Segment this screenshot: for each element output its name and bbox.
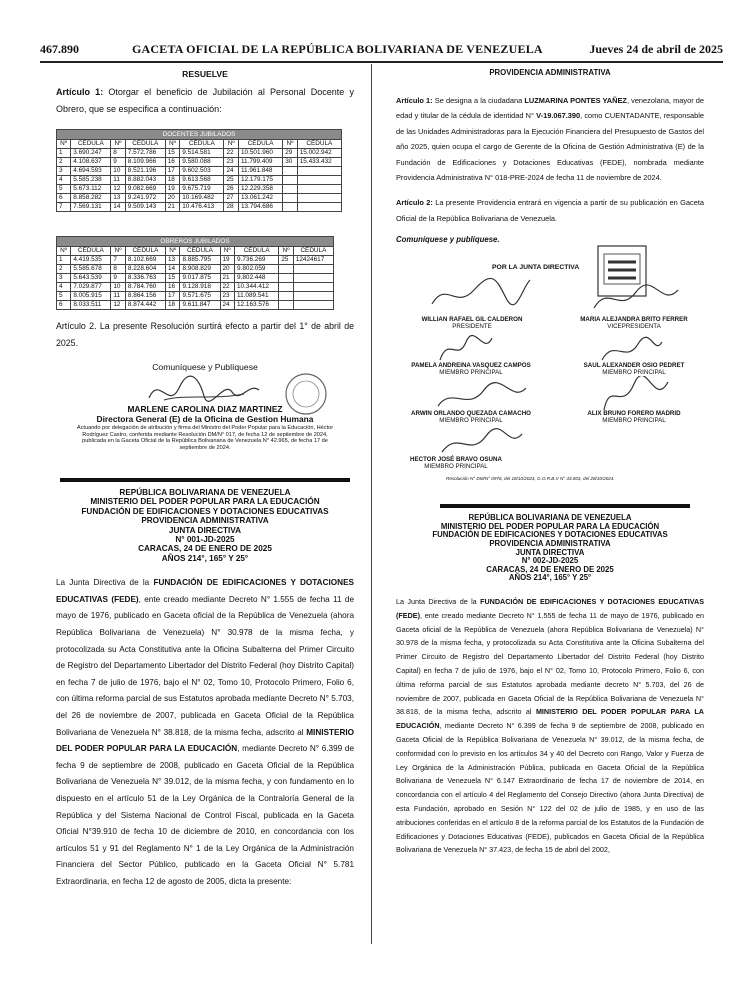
right-article-2-label: Artículo 2:	[396, 198, 433, 208]
cedula-cell: 9.082.669	[125, 185, 165, 194]
row-number: 10	[111, 283, 126, 292]
table-row	[57, 158, 342, 167]
column-header: CÉDULA	[125, 140, 165, 149]
cedula-cell: 7.029.877	[71, 283, 111, 292]
row-number	[279, 274, 294, 283]
row-number: 3	[57, 274, 71, 283]
row-number	[279, 301, 294, 310]
column-header: Nº	[111, 247, 126, 256]
signer-role: Directora General (E) de la Oficina de Gestion Humana	[96, 414, 314, 424]
column-header: CÉDULA	[71, 247, 111, 256]
section-bar	[60, 478, 350, 482]
table-row	[57, 301, 334, 310]
row-number: 17	[165, 167, 179, 176]
obreros-body	[57, 256, 334, 310]
row-number: 12	[111, 301, 126, 310]
row-number	[283, 194, 297, 203]
row-number: 7	[111, 256, 126, 265]
signer-name: MARLENE CAROLINA DIAZ MARTINEZ	[127, 404, 283, 414]
signer-name: WILLIAN RAFAEL GIL CALDERON	[421, 316, 523, 324]
right-article-1-label: Artículo 1:	[396, 96, 433, 105]
table-row	[57, 265, 334, 274]
body-text: , ente creado mediante Decreto N° 1.555 de fecha 11 de mayo de 1976, publicado en Gaceta oficial de la República de Venezuela (ahora República Bolivariana de Venezuela) N° 30.978 de la misma fecha, y protocolizada su Acta Constitutiva ante la Oficina Subalterna del Primer Circuito de Registro del Departamento Libertador del Distrito Federal (hoy Distrito Capital) en fecha 7 de julio de 1976, bajo el N° 02, Tomo 10, Protocolo Primero, Folio 6, con última reforma parcial de sus Estatutos aprobada mediante Decreto N° 5.703, del 26 de noviembre de 2007, publicada en Gaceta Oficial de la República Bolivariana de Venezuela N° 38.818, de la misma fecha, adscrito al	[56, 594, 354, 737]
ministry-name: MINISTERIO DEL PODER POPULAR PARA LA EDUCACIÓN	[396, 707, 704, 731]
article-1-text: Otorgar el beneficio de Jubilación al Personal Docente y Obrero, que se especifica a continuación:	[56, 87, 354, 114]
row-number: 1	[57, 149, 71, 158]
body-text: , ente creado mediante Decreto N° 1.555 de fecha 11 de mayo de 1976, publicado en Gaceta oficial de la República de Venezuela (ahora República Bolivariana de Venezuela) N° 30.978 de la misma fecha, y protocolizada su Acta Constitutiva ante la Oficina Subalterna del Primer Circuito de Registro del Departamento Libertador del Distrito Federal (hoy Distrito Capital) en fecha 7 de julio de 1976, bajo el N° 02, Tomo 10, Protocolo Primero, Folio 6, con última reforma parcial de sus Estatutos aprobada mediante decreto N° 5.703, del 26 de noviembre de 2007, publicada en Gaceta Oficial de la República Bolivariana de Venezuela N° 38.818, de la misma fecha, adscrito al	[396, 610, 704, 717]
cedula-cell: 9.509.143	[125, 203, 165, 212]
cedula-cell: 13.061.242	[238, 194, 282, 203]
article-1-label: Artículo 1:	[56, 87, 104, 97]
cedula-cell: 9.613.568	[180, 176, 224, 185]
row-number	[283, 203, 297, 212]
cedula-cell: 8.033.511	[71, 301, 111, 310]
cedula-cell: 8.784.760	[125, 283, 165, 292]
cedula-cell: 10.476.413	[180, 203, 224, 212]
right-column	[396, 64, 704, 857]
cedula-cell: 12.179.175	[238, 176, 282, 185]
article-2-paragraph: Artículo 2. La presente Resolución surtirá efecto a partir del 1° de abril de 2025.	[56, 321, 354, 348]
signer-name: PAMELA ANDREINA VASQUEZ CAMPOS	[411, 362, 531, 370]
row-number: 18	[165, 176, 179, 185]
column-header: CÉDULA	[293, 247, 333, 256]
signer-2	[564, 316, 704, 330]
row-number: 6	[57, 194, 71, 203]
row-number: 22	[224, 149, 238, 158]
signer-7	[396, 456, 516, 470]
gazette-title: GACETA OFICIAL DE LA REPÚBLICA BOLIVARIANA DE VENEZUELA	[132, 42, 543, 56]
table-row	[57, 176, 342, 185]
right-article-2	[396, 195, 704, 226]
signer-4	[564, 362, 704, 376]
docentes-caption: DOCENTES JUBILADOS	[57, 130, 342, 140]
signer-delegation-note: Actuando por delegación de atribución y firma del Ministro del Poder Popular para la Educación, Héctor Rodríguez Castro, conferida mediante Resolución DM/N° 017, de fecha 12 de septiembre de 2024, publicada en la Gaceta Oficial de la República Bolivariana de Venezuela N° 42.965, de fecha 17 de septiembre de 2024.	[76, 425, 334, 451]
header-rule	[40, 61, 723, 63]
row-number: 24	[224, 167, 238, 176]
body-text: , mediante Decreto N° 6.399 de fecha 9 de septiembre de 2008, publicado en Gaceta Oficial de la República Bolivariana de Venezuela N° 39.012, de la misma fecha, de conformidad con lo previsto en los artículos 34 y 40 del Decreto con Rango, Valor y Fuerza de Ley Orgánica de la Administración Pública, publicada en Gaceta Oficial de la República Bolivariana de Venezuela N° 6.147 Extraordinario de fecha 17 de noviembre de 2014, en concordancia con el artículo 4 del Reglamento del Consejo Directivo (ahora Junta Directiva) de esta Fundación, aprobado en Sesión N° 122 del 02 de julio de 1985, y en uso de las atribuciones conferidas en el artículo 8 de la reforma parcial de los Estatutos de la Fundación de Edificaciones y Dotaciones Educativas (FEDE), publicados en Gaceta Oficial de la República Bolivariana de Venezuela N° 37.423, de fecha 15 de abril del 2002,	[396, 721, 704, 855]
heading-line: REPÚBLICA BOLIVARIANA DE VENEZUELA	[468, 513, 632, 523]
row-number: 23	[224, 158, 238, 167]
signature-maria	[586, 278, 686, 318]
body-text: La Junta Directiva de la	[56, 578, 154, 588]
section-bar	[440, 504, 690, 508]
cedula-cell: 8.102.669	[125, 256, 165, 265]
row-number	[279, 283, 294, 292]
row-number: 15	[165, 149, 179, 158]
cedula-cell: 9.514.581	[180, 149, 224, 158]
row-number: 6	[57, 301, 71, 310]
signer-3	[396, 362, 546, 376]
column-header: Nº	[111, 140, 125, 149]
heading-line: REPÚBLICA BOLIVARIANA DE VENEZUELA	[119, 488, 291, 497]
cedula-cell: 8.908.829	[180, 265, 220, 274]
row-number: 4	[57, 283, 71, 292]
heading-line: CARACAS, 24 DE ENERO DE 2025	[486, 564, 614, 574]
signer-5	[396, 410, 546, 424]
row-number: 4	[57, 176, 71, 185]
column-header: Nº	[220, 247, 235, 256]
article-1-paragraph	[56, 84, 354, 118]
docentes-header-row	[57, 140, 342, 149]
column-header: Nº	[224, 140, 238, 149]
cedula-cell: 12.229.358	[238, 185, 282, 194]
resolution-signature-block	[56, 352, 354, 468]
cedula-cell: 8.882.043	[125, 176, 165, 185]
column-header: Nº	[279, 247, 294, 256]
row-number: 15	[165, 274, 180, 283]
column-divider	[371, 64, 372, 944]
cedula-cell: 8.521.196	[125, 167, 165, 176]
obreros-caption: OBREROS JUBILADOS	[57, 237, 334, 247]
cedula-cell: 9.580.088	[180, 158, 224, 167]
row-number: 10	[111, 167, 125, 176]
row-number: 26	[224, 185, 238, 194]
column-header: CÉDULA	[71, 140, 111, 149]
cedula-cell	[297, 176, 341, 185]
signature-willian	[426, 270, 536, 314]
cedula-cell: 7.572.786	[125, 149, 165, 158]
cedula-cell: 9.736.269	[235, 256, 279, 265]
cedula-cell: 3.690.247	[71, 149, 111, 158]
cedula-cell: 4.694.593	[71, 167, 111, 176]
row-number: 14	[111, 203, 125, 212]
obreros-table	[56, 236, 334, 310]
junta-signatures	[396, 250, 704, 486]
heading-line: PROVIDENCIA ADMINISTRATIVA	[141, 516, 269, 526]
row-number: 11	[111, 176, 125, 185]
table-row	[57, 194, 342, 203]
row-number: 29	[283, 149, 297, 158]
row-number: 5	[57, 292, 71, 301]
body-text: Se designa a la ciudadana	[432, 96, 525, 105]
cedula-cell	[297, 194, 341, 203]
cedula-cell: 12424617	[293, 256, 333, 265]
row-number: 24	[220, 301, 235, 310]
row-number: 16	[165, 158, 179, 167]
row-number: 19	[165, 185, 179, 194]
heading-line: N° 001-JD-2025	[175, 535, 235, 545]
heading-line: N° 002-JD-2025	[521, 556, 579, 566]
cedula-cell: 8.858.282	[71, 194, 111, 203]
row-number: 28	[224, 203, 238, 212]
cedula-cell: 9.241.972	[125, 194, 165, 203]
table-row	[57, 256, 334, 265]
cedula-cell: 10.169.482	[180, 194, 224, 203]
row-number: 8	[111, 149, 125, 158]
providencia-001-body	[56, 575, 354, 890]
row-number	[279, 265, 294, 274]
cedula-cell	[293, 292, 333, 301]
body-text: La Junta Directiva de la	[396, 597, 481, 606]
row-number	[283, 176, 297, 185]
table-row	[57, 149, 342, 158]
signer-role: MIEMBRO PRINCIPAL	[439, 417, 503, 425]
right-article-1	[396, 93, 704, 185]
cedula-cell: 9.017.875	[180, 274, 220, 283]
signer-name: ARWIN ORLANDO QUEZADA CAMACHO	[411, 410, 531, 418]
cedula-cell: 5.585.238	[71, 176, 111, 185]
signer-name: ALIX BRUNO FORERO MADRID	[587, 410, 681, 418]
body-text: , mediante Decreto N° 6.399 de fecha 9 de septiembre de 2008, publicado en Gaceta Oficial de la República Bolivariana de Venezuela N° 39.012, de la misma fecha, y con fundamento en lo dispuesto en el artículo 51 de la Ley Orgánica de la Contraloría General de la República y del Sistema Nacional de Control Fiscal, publicada en la Gaceta Oficial N°39.910 de fecha 10 de diciembre de 2010, en concordancia con los artículos 51 y 91 del Reglamento N° 1 de la Ley Orgánica de la Administración Financiera del Sector Público, publicado en la Gaceta Oficial N° 5.781 Extraordinaria, en fecha 12 de agosto de 2005, dicta la presente:	[56, 744, 354, 886]
cedula-cell: 8.874.442	[125, 301, 165, 310]
signer-role: MIEMBRO PRINCIPAL	[602, 417, 666, 425]
cedula-cell: 8.005.915	[71, 292, 111, 301]
cedula-cell: 11.089.541	[235, 292, 279, 301]
row-number: 7	[57, 203, 71, 212]
signer-role: MIEMBRO PRINCIPAL	[424, 463, 488, 471]
signature-hector	[436, 424, 526, 460]
column-header: Nº	[165, 140, 179, 149]
table-row	[57, 167, 342, 176]
row-number: 13	[165, 256, 180, 265]
designee-name: LUZMARINA PONTES YAÑEZ	[524, 96, 627, 105]
row-number: 13	[111, 194, 125, 203]
row-number	[283, 185, 297, 194]
cedula-cell	[297, 203, 341, 212]
cedula-cell: 11.799.409	[238, 158, 282, 167]
cedula-cell: 9.128.918	[180, 283, 220, 292]
row-number: 14	[165, 265, 180, 274]
cedula-cell: 8.864.156	[125, 292, 165, 301]
resuelve-heading: RESUELVE	[182, 69, 228, 79]
body-text: , venezolana, mayor de edad y titular de la cédula de identidad N°	[396, 96, 705, 121]
ministry-name: MINISTERIO DEL PODER POPULAR PARA LA EDUCACIÓN	[56, 727, 354, 754]
providencia-002-body	[396, 595, 704, 857]
fede-name: FUNDACIÓN DE EDIFICACIONES Y DOTACIONES EDUCATIVAS (FEDE)	[56, 578, 354, 604]
fede-name: FUNDACIÓN DE EDIFICACIONES Y DOTACIONES EDUCATIVAS (FEDE)	[396, 597, 704, 620]
row-number: 5	[57, 185, 71, 194]
cedula-cell	[293, 274, 333, 283]
signature-arwin	[432, 378, 532, 414]
cedula-cell: 9.802.448	[235, 274, 279, 283]
row-number: 1	[57, 256, 71, 265]
cedula-cell	[297, 185, 341, 194]
column-header: CÉDULA	[238, 140, 282, 149]
cedula-cell: 8.336.763	[125, 274, 165, 283]
body-text: La presente Providencia entrará en vigencia a partir de su publicación en Gaceta Oficial de la República Bolivariana de Venezuela.	[396, 198, 704, 223]
junta-label: POR LA JUNTA DIRECTIVA	[492, 264, 580, 272]
cedula-cell: 5.585.678	[71, 265, 111, 274]
docentes-table	[56, 129, 342, 212]
cedula-cell: 9.611.847	[180, 301, 220, 310]
cedula-cell: 11.961.848	[238, 167, 282, 176]
heading-line: AÑOS 214°, 165° Y 25°	[161, 553, 249, 563]
cedula-cell: 8.228.604	[125, 265, 165, 274]
signature-pamela	[436, 332, 496, 366]
row-number: 21	[165, 203, 179, 212]
column-header: Nº	[57, 140, 71, 149]
providencia-title: PROVIDENCIA ADMINISTRATIVA	[489, 68, 611, 77]
gazette-date: Jueves 24 de abril de 2025	[589, 42, 723, 56]
cedula-cell: 4.108.637	[71, 158, 111, 167]
cedula-cell	[293, 283, 333, 292]
row-number	[279, 292, 294, 301]
column-header: CÉDULA	[180, 247, 220, 256]
row-number: 17	[165, 292, 180, 301]
signer-name: SAUL ALEXANDER OSIO PEDRET	[583, 362, 685, 370]
cedula-cell	[297, 167, 341, 176]
heading-line: FUNDACIÓN DE EDIFICACIONES Y DOTACIONES EDUCATIVAS	[432, 530, 668, 540]
obreros-header-row	[57, 247, 334, 256]
cedula-cell: 7.569.131	[71, 203, 111, 212]
row-number: 19	[220, 256, 235, 265]
cedula-cell: 9.675.719	[180, 185, 224, 194]
column-header: Nº	[165, 247, 180, 256]
heading-line: MINISTERIO DEL PODER POPULAR PARA LA EDUCACIÓN	[440, 521, 660, 531]
heading-line: AÑOS 214°, 165° Y 25°	[508, 573, 592, 583]
providencia-001-heading	[56, 488, 354, 563]
heading-line: JUNTA DIRECTIVA	[515, 547, 585, 557]
cedula-cell: 15.433.432	[297, 158, 341, 167]
cedula-cell: 8.109.966	[125, 158, 165, 167]
heading-line: JUNTA DIRECTIVA	[168, 525, 242, 535]
signer-1	[402, 316, 542, 330]
row-number: 23	[220, 292, 235, 301]
cedula-cell: 9.802.059	[235, 265, 279, 274]
table-row	[57, 185, 342, 194]
heading-line: PROVIDENCIA ADMINISTRATIVA	[489, 539, 611, 549]
column-header: Nº	[57, 247, 71, 256]
row-number: 9	[111, 158, 125, 167]
designee-id: V-19.067.390	[536, 111, 581, 121]
row-number: 12	[111, 185, 125, 194]
cedula-cell: 9.602.503	[180, 167, 224, 176]
row-number: 27	[224, 194, 238, 203]
providencia-002-heading	[396, 514, 704, 583]
table-row	[57, 283, 334, 292]
row-number: 18	[165, 301, 180, 310]
cedula-cell: 5.643.539	[71, 274, 111, 283]
cedula-cell: 4.419.535	[71, 256, 111, 265]
row-number: 22	[220, 283, 235, 292]
right-comuniquese: Comuníquese y publíquese.	[396, 235, 500, 245]
column-header: CÉDULA	[235, 247, 279, 256]
docentes-body	[57, 149, 342, 212]
column-header: CÉDULA	[297, 140, 341, 149]
cedula-cell: 9.571.675	[180, 292, 220, 301]
comuniquese-text: Comuníquese y Publíquese	[152, 362, 258, 372]
row-number: 25	[279, 256, 294, 265]
column-header: CÉDULA	[125, 247, 165, 256]
row-number: 11	[111, 292, 126, 301]
signer-role: PRESIDENTE	[452, 323, 492, 331]
row-number: 8	[111, 265, 126, 274]
table-row	[57, 203, 342, 212]
cedula-cell	[293, 265, 333, 274]
row-number: 3	[57, 167, 71, 176]
cedula-cell: 10.501.960	[238, 149, 282, 158]
row-number: 2	[57, 265, 71, 274]
row-number: 21	[220, 274, 235, 283]
cedula-cell: 8.885.795	[180, 256, 220, 265]
page-number: 467.890	[40, 42, 79, 56]
resolution-note: Resolución N° DM/N° 0976, del 18/10/2024, G.O.R.B.V N° 43.003, del 28/10/2024.	[446, 476, 615, 482]
table-row	[57, 274, 334, 283]
signer-name: HECTOR JOSÉ BRAVO OSUNA	[410, 456, 502, 464]
cedula-cell: 15.002.942	[297, 149, 341, 158]
gazette-header	[40, 42, 723, 60]
signer-role: MIEMBRO PRINCIPAL	[439, 369, 503, 377]
row-number: 30	[283, 158, 297, 167]
column-header: Nº	[283, 140, 297, 149]
cedula-cell: 5.673.112	[71, 185, 111, 194]
signer-role: VICEPRESIDENTA	[607, 323, 661, 331]
cedula-cell: 10.344.412	[235, 283, 279, 292]
column-header: CÉDULA	[180, 140, 224, 149]
row-number: 20	[165, 194, 179, 203]
table-row	[57, 292, 334, 301]
cedula-cell: 12.163.576	[235, 301, 279, 310]
cedula-cell	[293, 301, 333, 310]
row-number	[283, 167, 297, 176]
signer-role: MIEMBRO PRINCIPAL	[602, 369, 666, 377]
signer-6	[564, 410, 704, 424]
row-number: 20	[220, 265, 235, 274]
row-number: 2	[57, 158, 71, 167]
row-number: 25	[224, 176, 238, 185]
row-number: 9	[111, 274, 126, 283]
body-text: , como CUENTADANTE, responsable de las Unidades Administradoras para la Ejecución Financiera del Presupuesto de Gastos del año 2025, quien ocupa el cargo de Gerente de la Oficina de Gestión Administrativa (E) de la Fundación de Edificaciones y Dotaciones Educativas (FEDE), nombrada mediante Providencia Administrativa N° 018-PRE-2024 de fecha 11 de noviembre de 2024.	[396, 111, 704, 183]
row-number: 16	[165, 283, 180, 292]
heading-line: MINISTERIO DEL PODER POPULAR PARA LA EDUCACIÓN	[90, 497, 320, 507]
heading-line: FUNDACIÓN DE EDIFICACIONES Y DOTACIONES EDUCATIVAS	[81, 506, 329, 516]
cedula-cell: 13.794.686	[238, 203, 282, 212]
signer-name: MARIA ALEJANDRA BRITO FERRER	[580, 316, 688, 324]
heading-line: CARACAS, 24 DE ENERO DE 2025	[138, 544, 272, 554]
left-column	[56, 64, 354, 891]
